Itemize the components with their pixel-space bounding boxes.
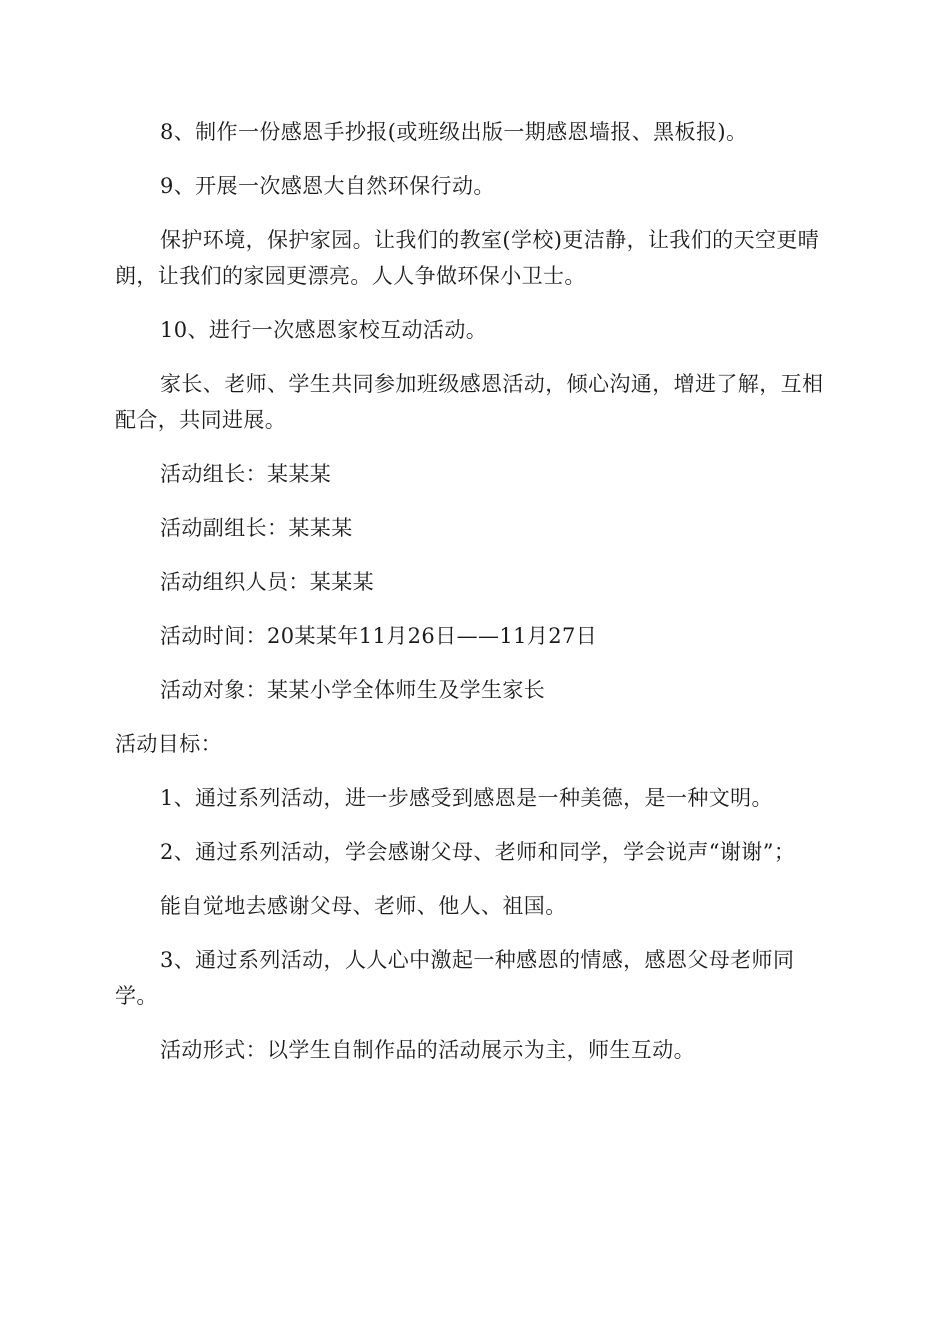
paragraph-home-school: 家长、老师、学生共同参加班级感恩活动，倾心沟通，增进了解，互相配合，共同进展。 <box>115 372 824 432</box>
paragraph-environment: 保护环境，保护家园。让我们的教室(学校)更洁静，让我们的天空更晴朗，让我们的家园更漂亮。人人争做环保小卫士。 <box>115 228 820 288</box>
activity-format: 活动形式：以学生自制作品的活动展示为主，师生互动。 <box>160 1038 695 1062</box>
list-item-10: 10、进行一次感恩家校互动活动。 <box>160 318 488 342</box>
list-item-9: 9、开展一次感恩大自然环保行动。 <box>160 174 495 198</box>
activity-leader: 活动组长：某某某 <box>160 462 332 486</box>
activity-goals-heading: 活动目标： <box>115 732 222 756</box>
list-item-8: 8、制作一份感恩手抄报(或班级出版一期感恩墙报、黑板报)。 <box>160 120 748 144</box>
goal-item-2: 2、通过系列活动，学会感谢父母、老师和同学，学会说声“谢谢”； <box>160 840 796 864</box>
document-body <box>115 114 835 1086</box>
goal-item-2-continued: 能自觉地去感谢父母、老师、他人、祖国。 <box>160 894 567 918</box>
goal-item-3: 3、通过系列活动，人人心中激起一种感恩的情感，感恩父母老师同学。 <box>115 948 795 1008</box>
activity-organizers: 活动组织人员：某某某 <box>160 570 374 594</box>
activity-audience: 活动对象：某某小学全体师生及学生家长 <box>160 678 546 702</box>
activity-deputy-leader: 活动副组长：某某某 <box>160 516 353 540</box>
activity-time: 活动时间：20某某年11月26日——11月27日 <box>160 624 598 648</box>
goal-item-1: 1、通过系列活动，进一步感受到感恩是一种美德，是一种文明。 <box>160 786 773 810</box>
